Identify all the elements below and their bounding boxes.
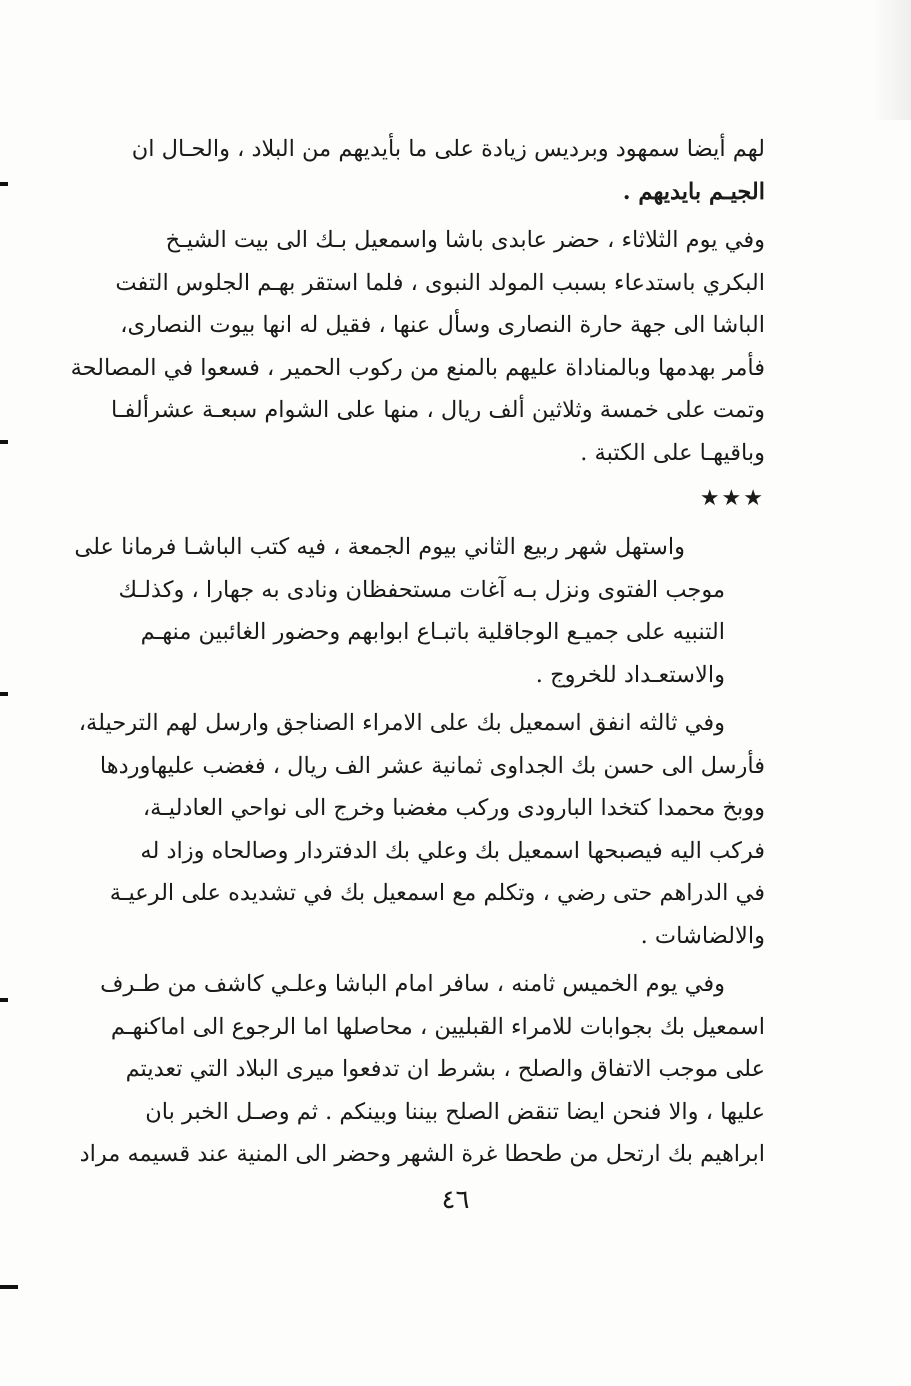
text-line: ابراهيم بك ارتحل من طحطا غرة الشهر وحضر الى المنية عند قسيمه مراد — [79, 1141, 765, 1167]
paragraph — [100, 128, 765, 213]
text-line: موجب الفتوى ونزل بـه آغات مستحفظان ونادى به جهارا ، وكذلـك — [118, 576, 725, 603]
text-line: اسمعيل بك بجوابات للامراء القبليين ، محاصلها اما الرجوع الى اماكنهـم — [110, 1013, 765, 1040]
text-line: لهم أيضا سمهود وبرديس زيادة على ما بأيديهم من البلاد ، والحـال ان — [131, 136, 765, 162]
margin-mark — [0, 182, 8, 186]
text-line: وفي يوم الخميس ثامنه ، سافر امام الباشا وعلـي كاشف من طـرف — [100, 971, 725, 997]
text-line: عليها ، والا فنحن ايضا تنقض الصلح بيننا وبينكم . ثم وصـل الخبر بان — [145, 1098, 765, 1125]
text-line: وتمت على خمسة وثلاثين ألف ريال ، منها على الشوام سبعـة عشرألفـا — [111, 397, 765, 423]
text-line: ووبخ محمدا كتخدا البارودى وركب مغضبا وخرج الى نواحي العادليـة، — [142, 795, 765, 821]
text-line: الباشا الى جهة حارة النصارى وسأل عنها ، فقيل له انها بيوت النصارى، — [120, 312, 765, 338]
page-edge-shadow — [871, 0, 911, 120]
paragraph — [74, 526, 765, 696]
text-line: وباقيهـا على الكتبة . — [580, 439, 765, 466]
margin-mark — [0, 692, 8, 696]
body-text — [70, 128, 765, 1176]
margin-mark — [0, 1285, 18, 1289]
text-line: والاستعـداد للخروج . — [535, 661, 725, 688]
section-separator: ★★★ — [699, 486, 765, 511]
text-line: فأمر بهدمها وبالمناداة عليهم بالمنع من ركوب الحمير ، فسعوا في المصالحة — [70, 354, 765, 381]
text-line: في الدراهم حتى رضي ، وتكلم مع اسمعيل بك في تشديده على الرعيـة — [109, 880, 765, 906]
paragraph — [70, 219, 765, 474]
text-line: واستهل شهر ربيع الثاني بيوم الجمعة ، فيه كتب الباشـا فرمانا على — [74, 534, 685, 560]
page-number: ٤٦ — [441, 1185, 470, 1215]
text-line: التنبيه على جميـع الوجاقلية باتبـاع ابوابهم وحضور الغائبين منهـم — [140, 619, 725, 645]
paragraph — [79, 963, 765, 1176]
text-line: وفي ثالثه انفق اسمعيل بك على الامراء الصناجق وارسل لهم الترحيلة، — [78, 710, 725, 736]
text-line: فركب اليه فيصبحها اسمعيل بك وعلي بك الدفتردار وصالحاه وزاد له — [140, 837, 765, 864]
paragraph — [78, 702, 765, 957]
text-line: وفي يوم الثلاثاء ، حضر عابدى باشا واسمعيل بـك الى بيت الشيـخ — [165, 227, 765, 253]
margin-mark — [0, 440, 8, 444]
margin-mark — [0, 998, 8, 1002]
text-line: البكري باستدعاء بسبب المولد النبوى ، فلما استقر بهـم الجلوس التفت — [115, 269, 765, 296]
text-line: فأرسل الى حسن بك الجداوى ثمانية عشر الف ريال ، فغضب عليهاوردها — [99, 752, 765, 779]
text-line: والالضاشات . — [640, 922, 765, 949]
text-line: على موجب الاتفاق والصلح ، بشرط ان تدفعوا ميرى البلاد التي تعديتم — [125, 1056, 765, 1082]
text-line: الجيـم بايديهم . — [622, 178, 765, 205]
